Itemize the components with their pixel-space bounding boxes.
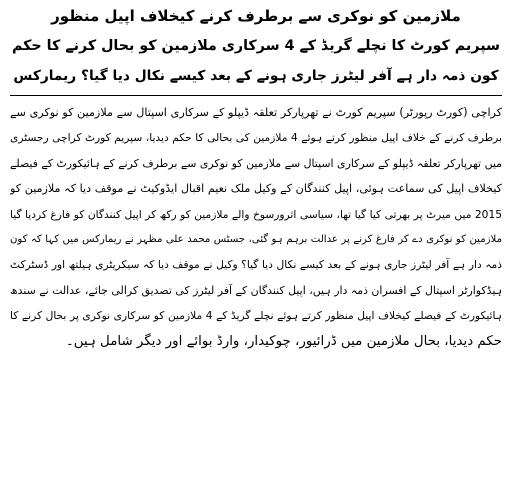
article-body (10, 100, 502, 354)
body-line: حکم دیدیا، بحال ملازمین میں ڈرائیور، چوکیدار، وارڈ بوائے اور دیگر شامل ہیں۔ (65, 333, 502, 349)
body-line: ذمہ دار ہے آفر لیٹرز جاری ہونے کے بعد کیسے نکال دیا گیا؟ وکیل نے موقف دیا کہ سیکریٹری ہیلتھ اور ڈسٹرکٹ (10, 258, 502, 272)
headline-sub: سپریم کورٹ کا نچلے گریڈ کے 4 سرکاری ملازمین کو بحال کرنے کا حکم (11, 38, 501, 54)
body-line: ہیڈکوارٹر اسپتال کے افسران ذمہ دار ہیں، اپیل کنندگان کے آفر لیٹرز کی تصدیق کرالی جائے، عدالت نے سندھ (10, 283, 502, 297)
body-line: 2015 میں میرٹ پر بھرتی کیا گیا تھا، سیاسی اثرورسوخ والے ملازمین کو رکھ کر اپیل کنندگان کو فارغ کردیا گیا (10, 207, 502, 221)
body-line: ہائیکورٹ کے فیصلے کیخلاف اپیل منظور کرتے ہوئے نچلے گریڈ کے 4 ملازمین کو سرکاری نوکری پر بحال کرنے کا (10, 309, 502, 323)
body-line: میں تھرپارکر تعلقہ ڈیپلو کے سرکاری اسپتال سے ملازمین کو نوکری سے برطرف کرنے کے ہائیکورٹ کے فیصلے (10, 156, 502, 170)
headline-main: ملازمین کو نوکری سے برطرف کرنے کیخلاف اپیل منظور (51, 7, 461, 25)
body-line: ملازمین کو نوکری دے کر فارغ کرنے پر عدالت برہم ہو گئی، جسٹس محمد علی مظہر نے ریمارکس میں کہا کہ کون (10, 233, 502, 245)
headline-block (10, 4, 502, 86)
body-line: برطرف کرنے کے خلاف اپیل منظور کرتے ہوئے 4 ملازمین کی بحالی کا حکم دیدیا، سپریم کورٹ کراچی رجسٹری (10, 131, 502, 145)
headline-divider (10, 95, 502, 96)
body-line: کیخلاف اپیل کی سماعت ہوئی، اپیل کنندگان کے وکیل ملک نعیم اقبال ایڈوکیٹ نے موقف دیا کہ ملازمین کو (10, 182, 502, 196)
headline-remarks: کون ذمہ دار ہے آفر لیٹرز جاری ہونے کے بعد کیسے نکال دیا گیا؟ ریمارکس (13, 68, 499, 84)
body-line: کراچی (کورٹ رپورٹر) سپریم کورٹ نے تھرپارکر تعلقہ ڈیپلو کے سرکاری اسپتال سے ملازمین کو نوکری سے (10, 106, 502, 119)
